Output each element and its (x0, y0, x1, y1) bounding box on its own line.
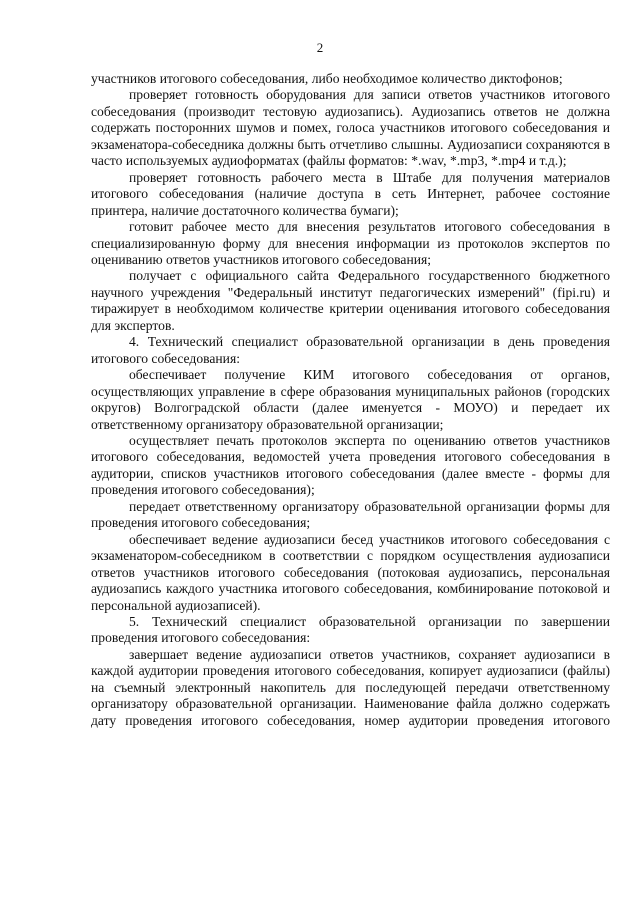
paragraph-pass-forms: передает ответственному организатору образовательной организации формы для проведения итогового собеседования; (91, 498, 610, 531)
page-number: 2 (316, 40, 324, 55)
paragraph-section-5-heading: 5. Технический специалист образовательной организации по завершении проведения итогового собеседования: (91, 613, 610, 646)
paragraph-prepare-results-workplace: готовит рабочее место для внесения результатов итогового собеседования в специализированную форму для внесения информации из протоколов экспертов по оцениванию ответов участников итогового собеседования; (91, 219, 610, 267)
paragraph-check-workplace: проверяет готовность рабочего места в Штабе для получения материалов итогового собеседования (наличие доступа в сеть Интернет, рабочее состояние принтера, наличие достаточного количества бумаги); (91, 169, 610, 218)
paragraph-check-audio-equipment: проверяет готовность оборудования для записи ответов участников итогового собеседования (производит тестовую аудиозапись). Аудиозапись ответов не должна содержать посторонних шумов и помех, голоса участников итогового собеседования и экзаменатора-собеседника должны быть отчетливо слышны. Аудиозаписи сохраняются в часто используемых аудиоформатах (файлы форматов: *.wav, *.mp3, *.mp4 и т.д.); (91, 87, 610, 169)
paragraph-finish-recording: завершает ведение аудиозаписи ответов участников, сохраняет аудиозаписи в каждой аудитории проведения итогового собеседования, копирует аудиозаписи (файлы) на съемный электронный накопитель для последующей передачи ответственному организатору образовательной организации. Наименование файла должно содержать дату проведения итогового собеседования, номер аудитории проведения итогового (91, 646, 610, 728)
paragraph-receive-kim: обеспечивает получение КИМ итогового собеседования от органов, осуществляющих управление в сфере образования муниципальных районов (городских округов) Волгоградской области (далее именуется - МОУО) и передает их ответственному организатору образовательной организации; (91, 367, 610, 432)
paragraph-get-criteria: получает с официального сайта Федерального государственного бюджетного научного учреждения "Федеральный институт педагогических измерений" (fipi.ru) и тиражирует в необходимом количестве критерии оценивания итогового собеседования для экспертов. (91, 268, 610, 333)
paragraph-print-protocols: осуществляет печать протоколов эксперта по оцениванию ответов участников итогового собеседования, ведомостей учета проведения итогового собеседования в аудитории, списков участников итогового собеседования (далее вместе - формы для проведения итогового собеседования); (91, 432, 610, 498)
paragraph-section-4-heading: 4. Технический специалист образовательной организации в день проведения итогового собеседования: (91, 334, 610, 366)
document-body (91, 71, 610, 729)
paragraph-continuation: участников итогового собеседования, либо необходимое количество диктофонов; (91, 71, 563, 86)
paragraph-audio-recording: обеспечивает ведение аудиозаписи бесед участников итогового собеседования с экзаменатором-собеседником в соответствии с порядком осуществления аудиозаписи ответов участников итогового собеседования (потоковая аудиозапись, персональная аудиозапись каждого участника итогового собеседования, комбинирование потоковой и персональной аудиозаписей). (91, 531, 610, 613)
